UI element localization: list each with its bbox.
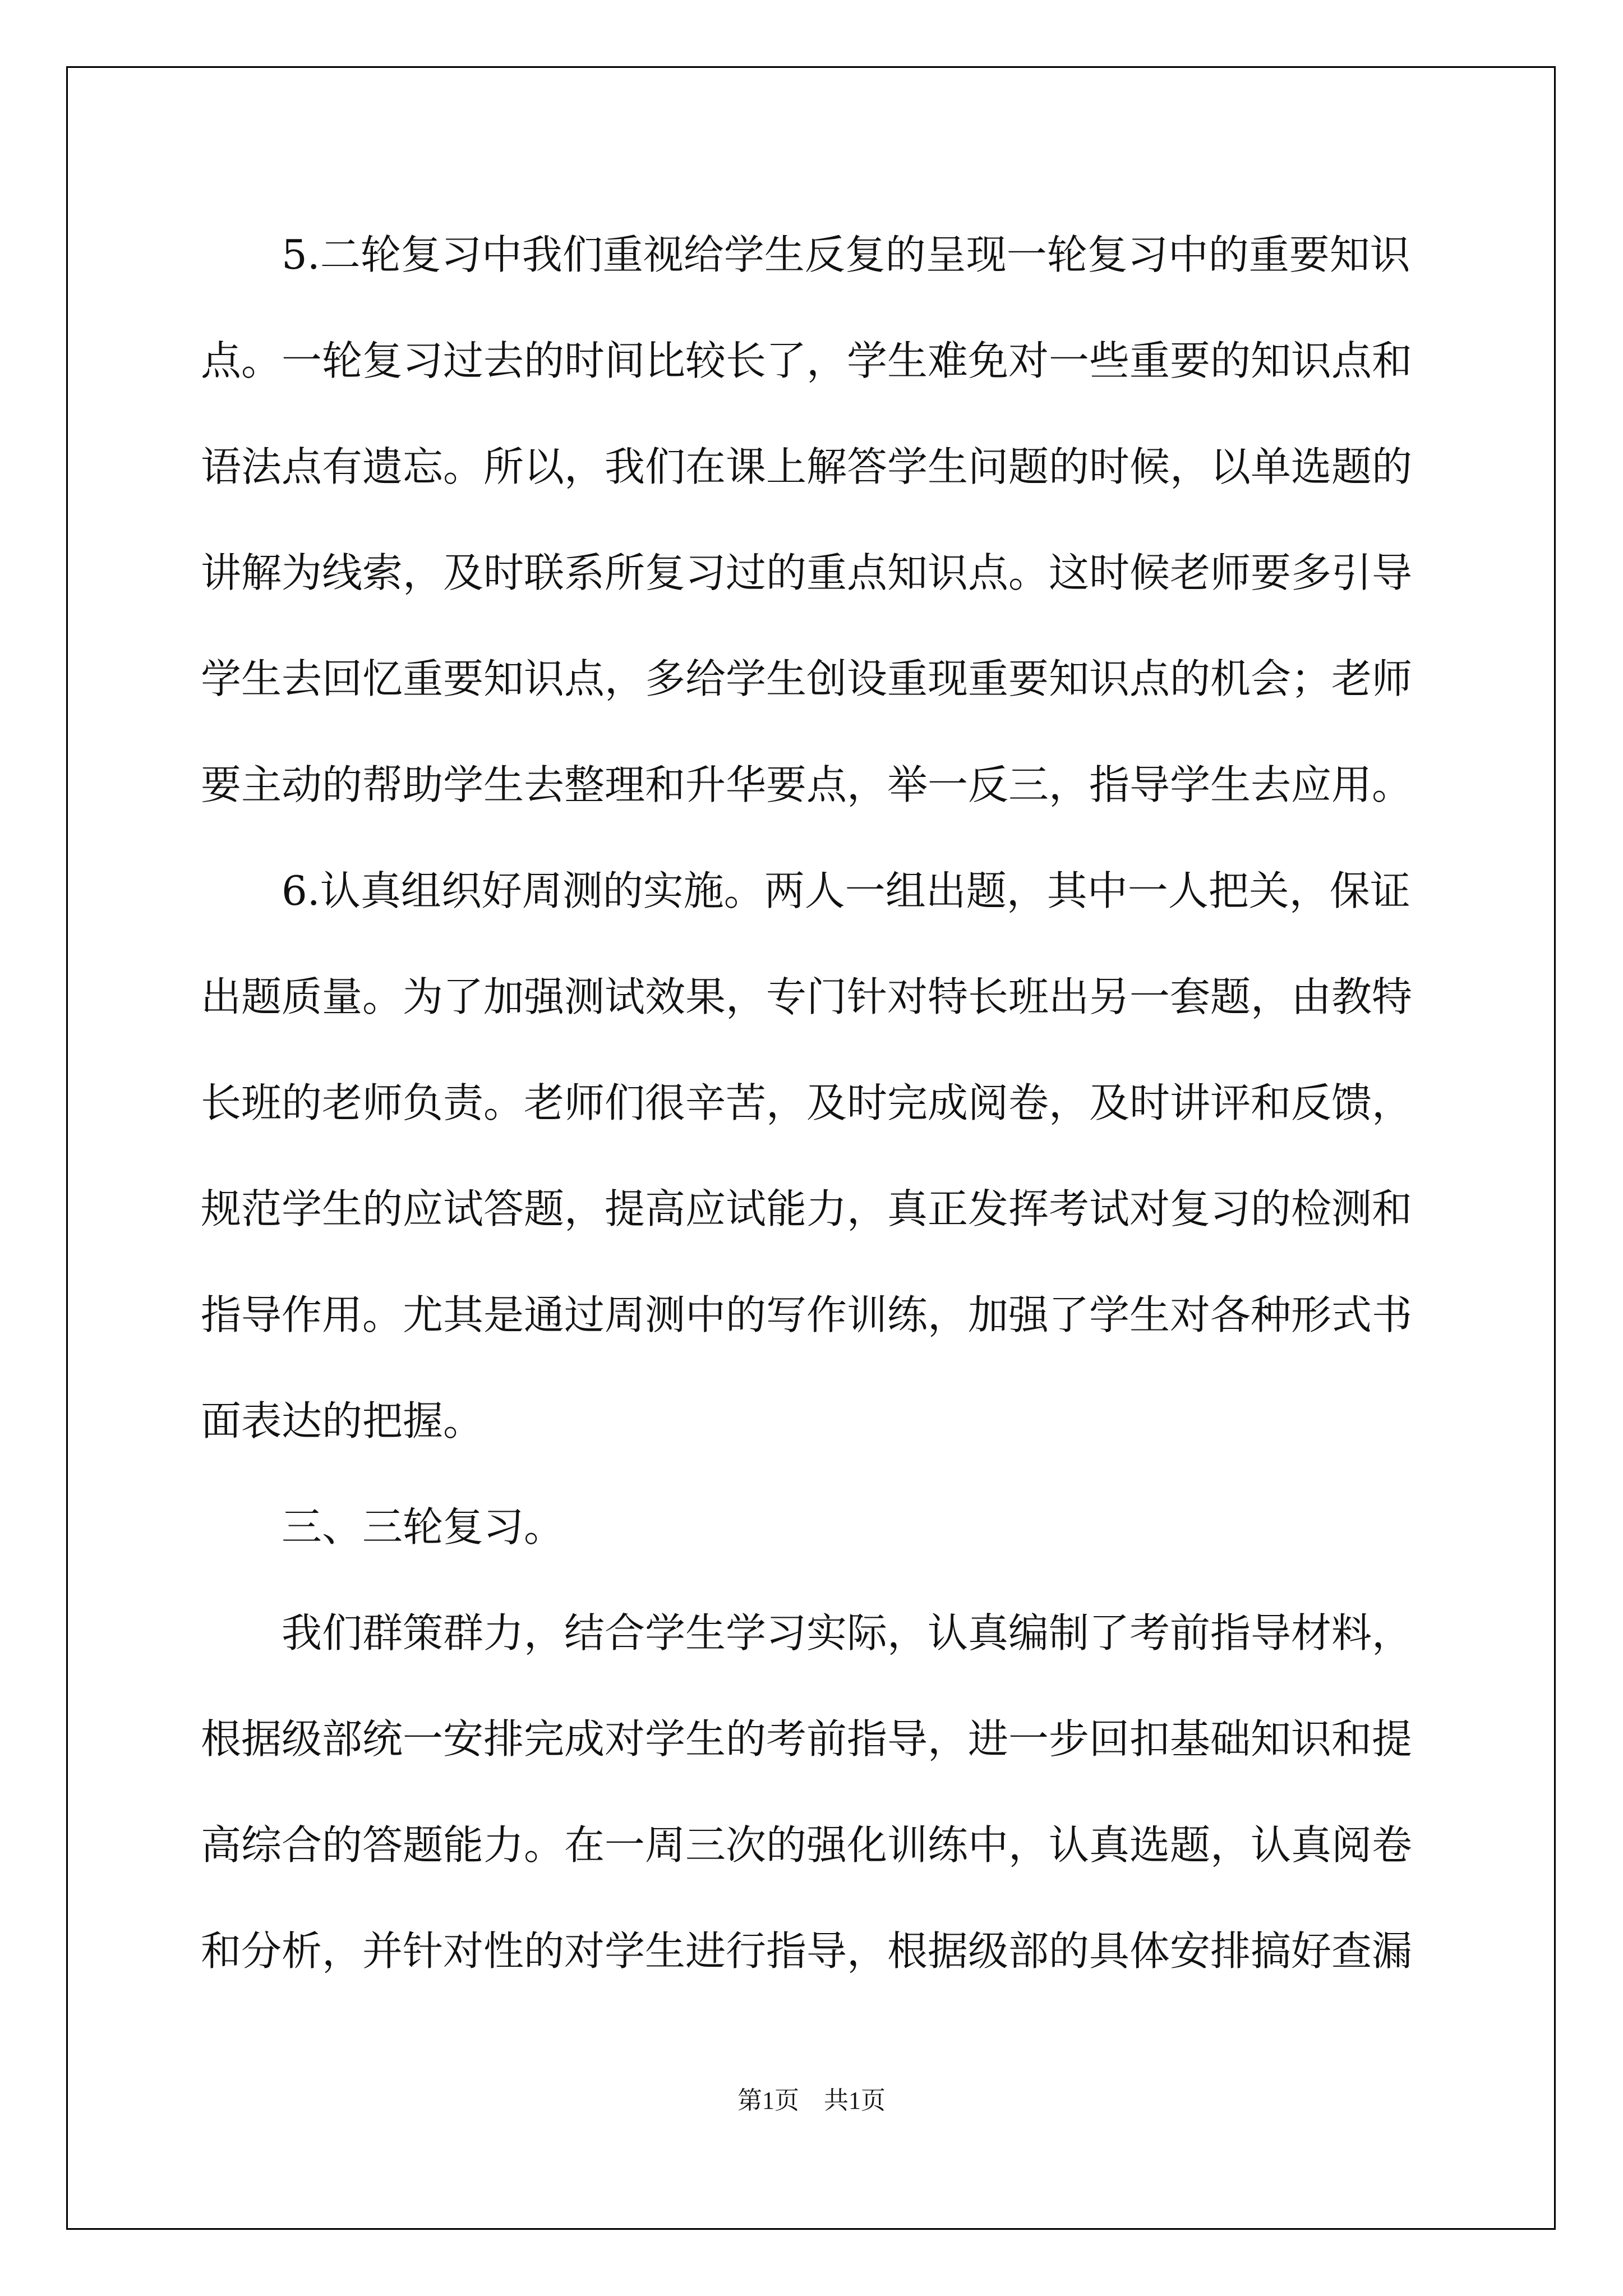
document-body (201, 202, 1429, 2004)
text-line: 长班的老师负责。老师们很辛苦，及时完成阅卷，及时讲评和反馈， (201, 1079, 1413, 1126)
text-line: 高综合的答题能力。在一周三次的强化训练中，认真选题，认真阅卷 (201, 1821, 1413, 1869)
text-line: 要主动的帮助学生去整理和升华要点，举一反三，指导学生去应用。 (201, 761, 1413, 808)
text-line: 根据级部统一安排完成对学生的考前指导，进一步回扣基础知识和提 (201, 1715, 1413, 1763)
section-heading: 三、三轮复习。 (201, 1503, 565, 1550)
text-line: 6.认真组织好周测的实施。两人一组出题，其中一人把关，保证 (201, 867, 1410, 914)
text-line: 出题质量。为了加强测试效果，专门针对特长班出另一套题，由教特 (201, 973, 1413, 1020)
text-line: 学生去回忆重要知识点，多给学生创设重现重要知识点的机会；老师 (201, 655, 1413, 702)
text-line: 和分析，并针对性的对学生进行指导，根据级部的具体安排搞好查漏 (201, 1927, 1413, 1975)
text-line: 讲解为线索，及时联系所复习过的重点知识点。这时候老师要多引导 (201, 549, 1413, 596)
text-line: 点。一轮复习过去的时间比较长了，学生难免对一些重要的知识点和 (201, 337, 1413, 384)
page-footer: 第1页 共1页 (737, 2087, 886, 2114)
text-line: 面表达的把握。 (201, 1397, 484, 1444)
text-line: 语法点有遗忘。所以，我们在课上解答学生问题的时候，以单选题的 (201, 443, 1413, 490)
text-line: 我们群策群力，结合学生学习实际，认真编制了考前指导材料， (201, 1609, 1413, 1657)
text-line: 指导作用。尤其是通过周测中的写作训练，加强了学生对各种形式书 (201, 1291, 1413, 1338)
text-line: 规范学生的应试答题，提高应试能力，真正发挥考试对复习的检测和 (201, 1185, 1413, 1232)
text-line: 5.二轮复习中我们重视给学生反复的呈现一轮复习中的重要知识 (201, 231, 1410, 278)
